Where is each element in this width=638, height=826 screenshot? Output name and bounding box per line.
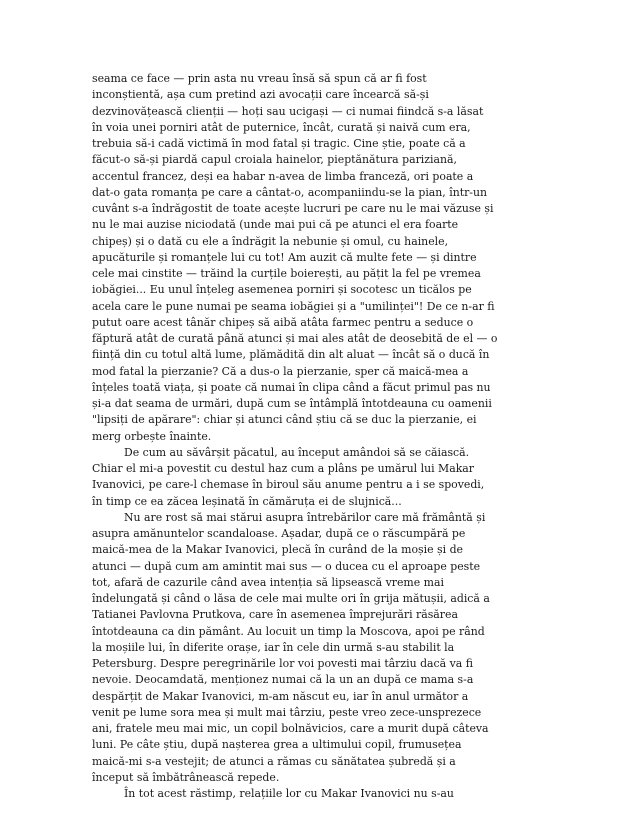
text-line: la moșiile lui, în diferite orașe, iar în cele din urmă s-au stabilit la [92, 640, 455, 654]
text-line: chipeș) și o dată cu ele a îndrăgit la nebunie și omul, cu hainele, [92, 234, 449, 248]
text-line: accentul francez, deși ea habar n-avea de limba franceză, ori poate a [92, 169, 474, 183]
text-line: De cum au săvârșit păcatul, au început amândoi să se căiască. [124, 445, 470, 459]
text-line: dat-o gata romanța pe care a cântat-o, acompaniindu-se la pian, într-un [92, 185, 488, 199]
text-line: cuvânt s-a îndrăgostit de toate acește lucruri pe care nu le mai văzuse și [92, 202, 494, 215]
text-line: trebuia să-i cadă victimă în mod fatal și tragic. Cine știe, poate că a [92, 137, 466, 150]
text-line: îndelungată și când o lăsa de cele mai multe ori în grija mătușii, adică a [92, 592, 490, 605]
text-line: făcut-o să-și piardă capul croiala hainelor, pieptănătura pariziană, [92, 153, 457, 167]
text-line: întotdeauna ca din pământ. Au locuit un timp la Moscova, apoi pe rând [92, 624, 485, 638]
text-line: atunci — după cum am amintit mai sus — o ducea cu el aproape peste [92, 559, 481, 573]
text-line: inconștientă, așa cum pretind azi avocații care încearcă să-și [92, 88, 429, 102]
text-line: tot, afară de cazurile când avea intenția să lipsească vreme mai [92, 575, 444, 589]
text-line: nevoie. Deocamdată, menționez numai că la un an după ce mama s-a [92, 673, 474, 687]
text-line: merg orbește înainte. [92, 429, 212, 443]
text-line: în timp ce ea zăcea leșinată în cămăruța ei de slujnică... [92, 494, 402, 508]
paragraph [92, 786, 544, 802]
paragraph [92, 71, 544, 445]
text-line: Tatianei Pavlovna Prutkova, care în asemenea împrejurări răsărea [92, 608, 458, 622]
text-line: nu le mai auzise niciodată (unde mai pui că pe atunci el era foarte [92, 218, 459, 232]
text-line: ființă din cu totul altă lume, plămădită din alt aluat — încât să o ducă în [92, 348, 490, 362]
text-line: "lipsiți de apărare": chiar și atunci când știu că se duc la pierzanie, ei [92, 413, 477, 427]
text-line: cele mai cinstite — trăind la curțile boierești, au pățit la fel pe vremea [92, 267, 481, 280]
text-line: Chiar el mi-a povestit cu destul haz cum a plâns pe umărul lui Makar [92, 462, 474, 475]
text-line: asupra amănuntelor scandaloase. Așadar, după ce o răscumpără pe [92, 527, 466, 540]
text-line: dezvinovățească clienții — hoți sau ucigași — ci numai fiindcă s-a lăsat [92, 104, 484, 118]
text-line: acela care le pune numai pe seama iobăgiei și a "umilinței"! De ce n-ar fi [92, 299, 495, 313]
text-line: În tot acest răstimp, relațiile lor cu Makar Ivanovici nu s-au [124, 787, 454, 800]
text-line: apucăturile și romanțele lui cu tot! Am auzit că multe fete — și dintre [92, 250, 477, 264]
text-line: înțeles toată viața, și poate că numai în clipa când a făcut primul pas nu [92, 380, 491, 394]
text-line: putut oare acest tânăr chipeș să aibă atâta farmec pentru a seduce o [92, 315, 474, 329]
paragraph [92, 445, 544, 510]
text-line: maică-mi s-a vestejit; de atunci a rămas cu sănătatea șubredă și a [92, 754, 456, 768]
text-line: început să îmbătrânească repede. [92, 770, 280, 784]
text-line: Ivanovici, pe care-l chemase în biroul său anume pentru a i se spovedi, [92, 478, 485, 492]
text-line: venit pe lume sora mea și mult mai târziu, peste vreo zece-unsprezece [92, 705, 482, 719]
text-line: ani, fratele meu mai mic, un copil bolnăvicios, care a murit după câteva [92, 722, 489, 735]
text-line: în voia unei porniri atât de puternice, încât, curată și naivă cum era, [92, 120, 471, 134]
body-text [92, 71, 544, 802]
text-line: iobăgiei... Eu unul înțeleg asemenea porniri și socotesc un ticălos pe [92, 283, 472, 297]
text-line: Nu are rost să mai stărui asupra întrebărilor care mă frământă și [124, 510, 486, 524]
text-line: despărțit de Makar Ivanovici, m-am născut eu, iar în anul următor a [92, 689, 469, 703]
text-line: seama ce face — prin asta nu vreau însă să spun că ar fi fost [92, 72, 427, 85]
paragraph [92, 510, 544, 786]
text-line: și-a dat seama de urmări, după cum se întâmplă întotdeauna cu oamenii [92, 397, 492, 410]
text-line: maică-mea de la Makar Ivanovici, plecă în curând de la moșie și de [92, 543, 463, 557]
text-line: luni. Pe câte știu, după nașterea grea a ultimului copil, frumusețea [92, 738, 462, 752]
text-line: făptură atât de curată până atunci și mai ales atât de deosebită de el — o [92, 332, 498, 345]
text-line: mod fatal la pierzanie? Că a dus-o la pierzanie, sper că maică-mea a [92, 364, 469, 378]
text-line: Petersburg. Despre peregrinările lor voi povesti mai târziu dacă va fi [92, 657, 473, 670]
